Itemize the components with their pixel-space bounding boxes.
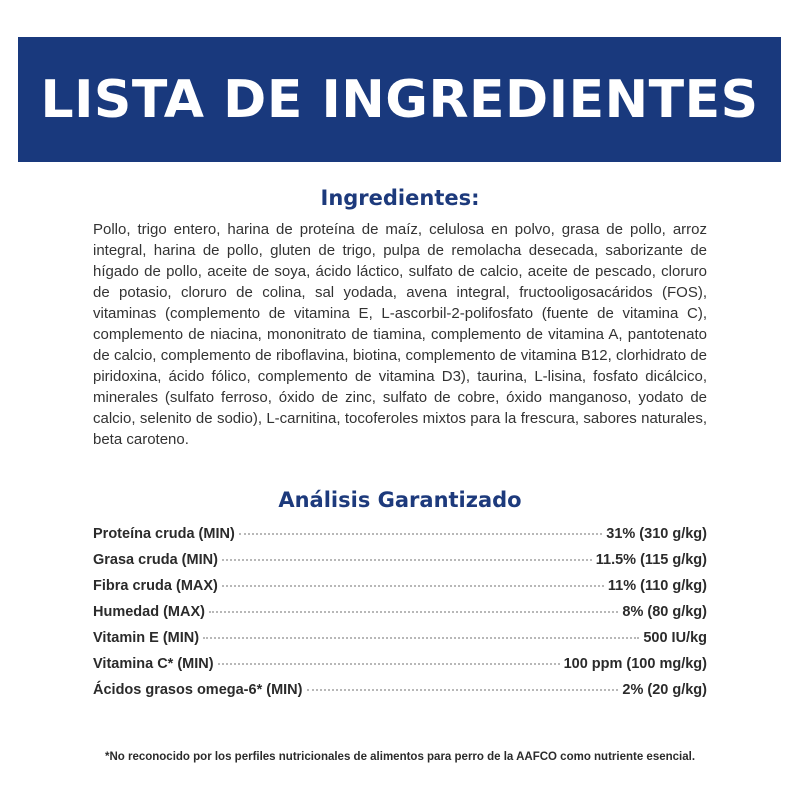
analysis-row <box>93 630 707 656</box>
title-banner <box>18 37 781 162</box>
analysis-row <box>93 604 707 630</box>
analysis-row <box>93 552 707 578</box>
dot-leader <box>218 663 560 665</box>
analysis-value: 8% (80 g/kg) <box>622 604 707 620</box>
analysis-value: 500 IU/kg <box>643 630 707 646</box>
analysis-value: 11.5% (115 g/kg) <box>595 552 707 568</box>
analysis-label: Humedad (MAX) <box>93 604 205 620</box>
dot-leader <box>222 585 604 587</box>
ingredients-heading: Ingredientes: <box>320 186 480 210</box>
analysis-label: Vitamina C* (MIN) <box>93 656 214 672</box>
analysis-row <box>93 656 707 682</box>
dot-leader <box>222 559 592 561</box>
analysis-value: 2% (20 g/kg) <box>622 682 707 698</box>
footnote: *No reconocido por los perfiles nutricionales de alimentos para perro de la AAFCO como nutriente esencial. <box>104 751 696 763</box>
analysis-value: 100 ppm (100 mg/kg) <box>563 656 707 672</box>
dot-leader <box>239 533 602 535</box>
analysis-label: Proteína cruda (MIN) <box>93 526 235 542</box>
dot-leader <box>203 637 639 639</box>
ingredients-list: Pollo, trigo entero, harina de proteína de maíz, celulosa en polvo, grasa de pollo, arroz integral, harina de pollo, gluten de trigo, pulpa de remolacha desecada, saborizante de hígado de pollo, aceite de soya, ácido láctico, sulfato de calcio, aceite de pescado, cloruro de potasio, cloruro de colina, sal yodada, avena integral, fructooligosacáridos (FOS), vitaminas (complemento de vitamina E, L-ascorbil-2-polifosfato (fuente de vitamina C), complemento de niacina, mononitrato de tiamina, complemento de vitamina A, pantotenato de calcio, complemento de riboflavina, biotina, complemento de vitamina B12, clorhidrato de piridoxina, ácido fólico, complemento de vitamina D3), taurina, L-lisina, fosfato dicálcico, minerales (sulfato ferroso, óxido de zinc, sulfato de cobre, óxido manganoso, yodato de calcio, selenito de sodio), L-carnitina, tocoferoles mixtos para la frescura, sabores naturales, beta caroteno. <box>93 221 707 448</box>
analysis-label: Grasa cruda (MIN) <box>93 552 218 568</box>
analysis-label: Fibra cruda (MAX) <box>93 578 218 594</box>
analysis-row <box>93 578 707 604</box>
analysis-value: 11% (110 g/kg) <box>607 578 707 594</box>
analysis-label: Vitamin E (MIN) <box>93 630 200 646</box>
dot-leader <box>209 611 618 613</box>
analysis-row <box>93 526 707 552</box>
analysis-label: Ácidos grasos omega-6* (MIN) <box>93 682 303 698</box>
analysis-heading: Análisis Garantizado <box>278 488 522 512</box>
analysis-value: 31% (310 g/kg) <box>606 526 707 542</box>
page-title: LISTA DE INGREDIENTES <box>40 69 759 130</box>
dot-leader <box>307 689 619 691</box>
analysis-row <box>93 682 707 708</box>
guaranteed-analysis-table <box>93 526 707 708</box>
